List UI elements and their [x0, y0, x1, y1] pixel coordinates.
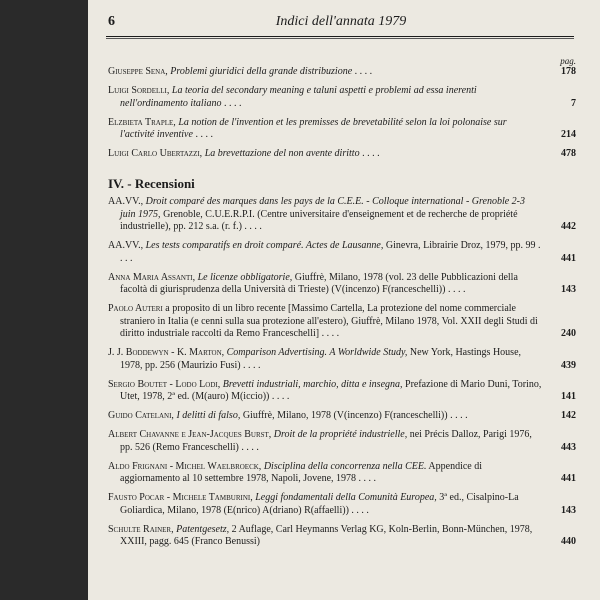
entry-details: Ginevra, Librairie Droz, 1979, pp. 99 . . . . [120, 240, 541, 264]
section-heading: IV. - Recensioni [108, 176, 195, 191]
entry-page-number: 440 [561, 536, 576, 547]
index-entry [108, 85, 576, 110]
entry-author: Guido Catelani, [108, 410, 174, 421]
index-entry [108, 461, 576, 486]
entry-title: Droit comparé des marques dans les pays de la C.E.E. - Colloque international - Grenoble 2-3 juin 1975, [120, 196, 526, 220]
entry-author: Anna Maria Assanti, [108, 271, 196, 283]
entry-title: Les tests comparatifs en droit comparé. Actes de Lausanne, [145, 240, 384, 251]
entry-page-number: 178 [561, 66, 576, 77]
entry-text [108, 524, 542, 549]
entry-author: Fausto Pocar - Michele Tamburini, [108, 492, 253, 503]
entry-details: . . . . [352, 66, 373, 77]
entry-title: La notion de l'invention et les premisses de brevetabilité selon la loi polonaise sur l'activité inventive [120, 116, 507, 140]
entry-title: Le licenze obbligatorie, [197, 271, 293, 283]
reviews-list [108, 196, 576, 555]
index-entry [108, 429, 576, 454]
entry-details: . . . . [359, 148, 380, 159]
entry-title: La teoria del secondary meaning e taluni aspetti e problemi ad essa inerenti nell'ordinamento italiano [120, 85, 477, 109]
page-column-label: pag. [560, 56, 576, 66]
entry-author: Albert Chavanne e Jean-Jacques Burst, [108, 429, 272, 440]
entry-text [108, 196, 542, 234]
entry-text [108, 347, 542, 372]
entry-author: AA.VV., [108, 196, 144, 207]
entry-author: AA.VV., [108, 240, 144, 251]
entry-page-number: 141 [561, 391, 576, 402]
index-entry [108, 196, 576, 234]
entry-details: New York, Hastings House, 1978, pp. 256 (Maurizio Fusi) . . . . [120, 347, 522, 371]
entry-title: La brevettazione del non avente diritto [204, 148, 360, 159]
entry-text [108, 492, 542, 517]
index-entry [108, 410, 576, 423]
entry-page-number: 143 [561, 504, 576, 516]
articles-list [108, 66, 576, 167]
entry-author: J. J. Boddewyn - K. Marton, [108, 347, 225, 358]
entry-text [108, 240, 542, 265]
entry-title: Patentgesetz, [176, 523, 230, 535]
entry-details: Appendice di aggiornamento al 10 settembre 1978, Napoli, Jovene, 1978 . . . . [120, 460, 483, 484]
running-title: Indici dell'annata 1979 [275, 14, 407, 29]
entry-details: . . . . [221, 97, 242, 109]
entry-title: Leggi fondamentali della Comunità Europea, [255, 492, 437, 503]
entry-text [108, 303, 542, 341]
entry-details: . . . . [192, 129, 213, 140]
entry-author: Paolo Auteri [108, 303, 163, 314]
header-rule [106, 36, 574, 37]
entry-title: Comparison Advertising. A Worldwide Study, [226, 347, 408, 358]
entry-author: Schulte Rainer, [108, 523, 174, 535]
entry-title: Disciplina della concorrenza nella CEE. [263, 460, 427, 472]
entry-details: Prefazione di Mario Duni, Torino, Utet, 1978, 2ª ed. (M(auro) M(iccio)) . . . . [120, 378, 542, 402]
index-entry [108, 66, 576, 79]
index-entry [108, 148, 576, 161]
entry-text [108, 379, 542, 404]
index-entry [108, 272, 576, 297]
entry-author: Giuseppe Sena, [108, 66, 168, 77]
entry-title: Problemi giuridici della grande distribuzione [170, 66, 353, 77]
index-entry [108, 524, 576, 549]
entry-details: a proposito di un libro recente [Massimo Cartella, La protezione del nome commerciale straniero in Italia (e cenni sulla sua protezione all'estero), Giuffrè, Milano 1978, Vol. XXII degli Studi di diritto industriale raccolti da Remo Franceschelli] . . . . [120, 303, 538, 339]
entry-text [108, 272, 542, 297]
entry-title: Droit de la propriété industrielle, [273, 429, 408, 440]
entry-text [108, 117, 542, 142]
entry-details: 2 Auflage, Carl Heymanns Verlag KG, Koln-Berlin, Bonn-München, 1978, XXIII, pagg. 645 (Franco Benussi) [120, 523, 533, 547]
entry-page-number: 142 [561, 410, 576, 421]
entry-page-number: 143 [561, 284, 576, 295]
entry-author: Luigi Carlo Ubertazzi, [108, 148, 203, 159]
entry-page-number: 441 [561, 473, 576, 484]
index-entry [108, 117, 576, 142]
entry-page-number: 7 [571, 97, 576, 109]
entry-text [108, 85, 542, 110]
index-entry [108, 240, 576, 265]
entry-author: Elzbieta Traple, [108, 116, 176, 128]
entry-details: nei Précis Dalloz, Parigi 1976, pp. 526 (Remo Franceschelli) . . . . [120, 429, 532, 453]
entry-page-number: 439 [561, 359, 576, 371]
entry-title: I delitti di falso, [176, 410, 241, 421]
index-entry [108, 492, 576, 517]
entry-text [108, 66, 542, 79]
header-rule-thin [106, 38, 574, 39]
index-entry [108, 379, 576, 404]
entry-author: Luigi Sordelli, [108, 85, 170, 96]
entry-page-number: 240 [561, 328, 576, 339]
entry-page-number: 478 [561, 148, 576, 159]
entry-page-number: 443 [561, 441, 576, 453]
entry-details: Giuffrè, Milano, 1978 (V(incenzo) F(ranceschelli)) . . . . [240, 410, 468, 421]
entry-details: Grenoble, C.U.E.R.P.I. (Centre universitaire d'enseignement et de recherche de propriété industrielle), pp. 212 s.a. (r. f.) . . . . [120, 208, 518, 232]
entry-text [108, 429, 542, 454]
entry-text [108, 148, 542, 161]
entry-details: 3ª ed., Cisalpino-La Goliardica, Milano, 1978 (E(nrico) A(driano) R(affaelli)) . . . . [120, 492, 519, 516]
entry-page-number: 442 [561, 221, 576, 232]
entry-title: Brevetti industriali, marchio, ditta e insegna, [222, 378, 403, 390]
entry-details: Giuffrè, Milano, 1978 (vol. 23 delle Pubblicazioni della facoltà di giurisprudenza della Università di Trieste) (V(incenzo) F(ranceschelli)) . . . . [120, 271, 518, 295]
entry-text [108, 461, 542, 486]
index-entry [108, 347, 576, 372]
index-entry [108, 303, 576, 341]
entry-author: Aldo Frignani - Michel Waelbroeck, [108, 460, 262, 472]
entry-author: Sergio Boutet - Lodo Lodi, [108, 378, 221, 390]
entry-text [108, 410, 542, 423]
entry-page-number: 214 [561, 129, 576, 140]
page-number: 6 [108, 14, 115, 29]
entry-page-number: 441 [561, 252, 576, 264]
document-page [88, 0, 600, 600]
